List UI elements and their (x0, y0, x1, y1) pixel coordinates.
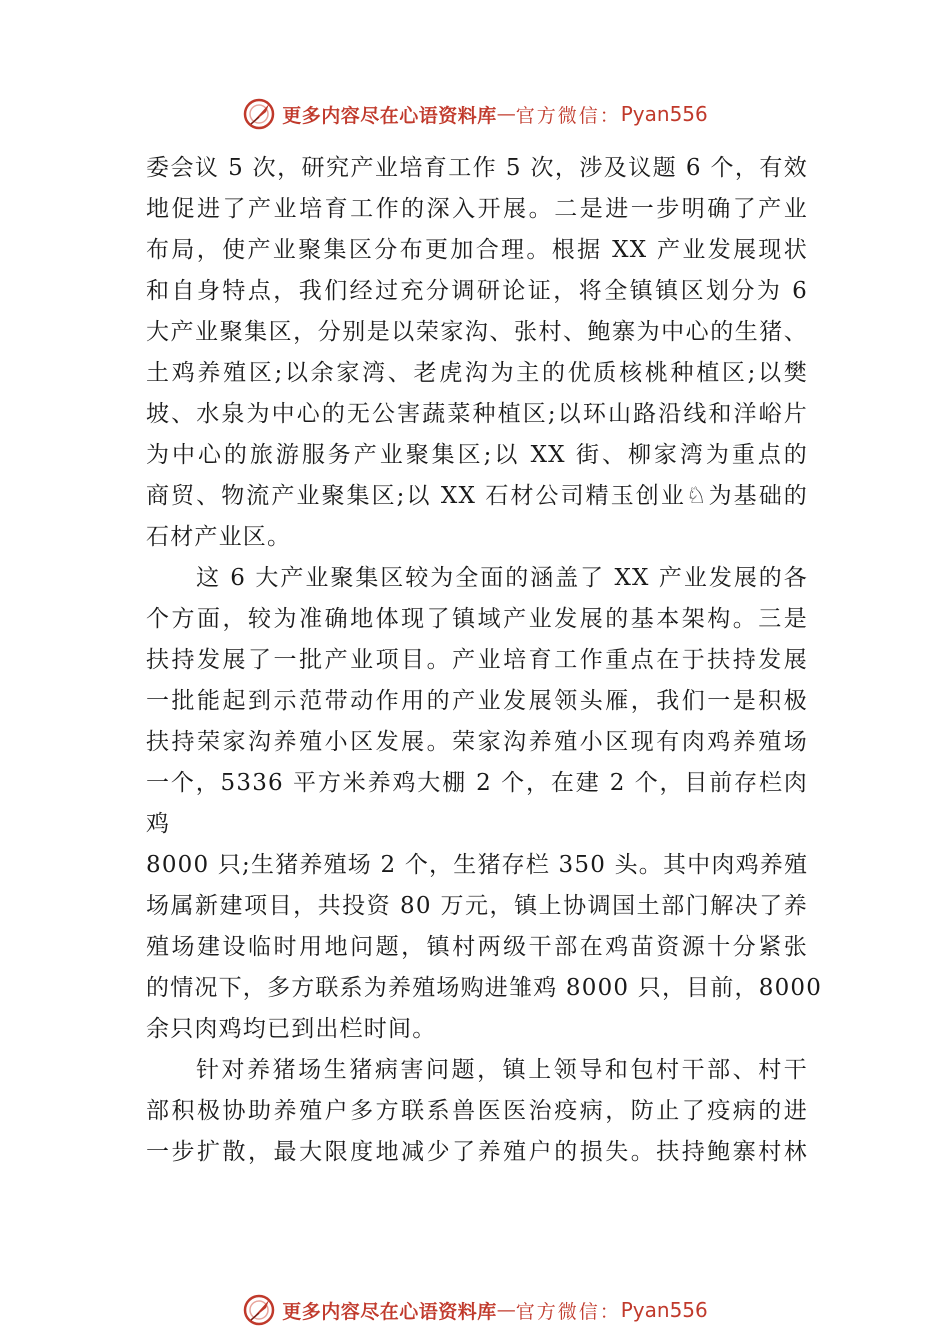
text-line: 土鸡养殖区;以余家湾、老虎沟为主的优质核桃种植区;以樊 (146, 360, 808, 386)
wechat-label: 官方微信： (515, 1300, 621, 1323)
text-line: 坡、水泉为中心的无公害蔬菜种植区;以环山路沿线和洋峪片 (146, 401, 808, 427)
text-line: 场属新建项目，共投资 80 万元，镇上协调国土部门解决了养 (146, 893, 808, 919)
text-line: 一步扩散，最大限度地减少了养殖户的损失。扶持鲍寨村林 (146, 1139, 808, 1165)
text-line: 地促进了产业培育工作的深入开展。二是进一步明确了产业 (146, 196, 808, 222)
site-name: 更多内容尽在心语资料库 (282, 104, 497, 127)
text-line: 个方面，较为准确地体现了镇域产业发展的基本架构。三是 (146, 606, 808, 632)
wechat-label: 官方微信： (515, 104, 621, 127)
banner-separator: — (496, 1299, 516, 1321)
wechat-id: Pyan556 (620, 1298, 708, 1322)
quill-seal-icon (242, 97, 276, 131)
header-banner (0, 94, 950, 134)
text-line: 部积极协助养殖户多方联系兽医医治疫病，防止了疫病的进 (146, 1098, 808, 1124)
text-line: 和自身特点，我们经过充分调研论证，将全镇镇区划分为 6 (146, 278, 808, 304)
text-line: 石材产业区。 (146, 524, 292, 550)
text-line: 8000 只;生猪养殖场 2 个，生猪存栏 350 头。其中肉鸡养殖 (146, 852, 809, 878)
wechat-id: Pyan556 (620, 102, 708, 126)
site-name: 更多内容尽在心语资料库 (282, 1300, 497, 1323)
text-line: 商贸、物流产业聚集区;以 XX 石材公司精玉创业♘为基础的 (146, 483, 808, 509)
footer-banner (0, 1290, 950, 1330)
text-line: 委会议 5 次，研究产业培育工作 5 次，涉及议题 6 个，有效 (146, 155, 808, 181)
text-line: 的情况下，多方联系为养殖场购进雏鸡 8000 只，目前，8000 (146, 975, 823, 1001)
text-line: 鸡 (146, 811, 171, 837)
text-line: 一批能起到示范带动作用的产业发展领头雁，我们一是积极 (146, 688, 808, 714)
text-line: 一个，5336 平方米养鸡大棚 2 个，在建 2 个，目前存栏肉 (146, 770, 808, 796)
text-line: 余只肉鸡均已到出栏时间。 (146, 1016, 437, 1042)
quill-seal-icon (242, 1293, 276, 1327)
text-line: 这 6 大产业聚集区较为全面的涵盖了 XX 产业发展的各 (196, 565, 808, 591)
text-line: 针对养猪场生猪病害问题，镇上领导和包村干部、村干 (196, 1057, 808, 1083)
text-line: 殖场建设临时用地问题，镇村两级干部在鸡苗资源十分紧张 (146, 934, 808, 960)
banner-separator: — (496, 103, 516, 125)
text-line: 大产业聚集区，分别是以荣家沟、张村、鲍寨为中心的生猪、 (146, 319, 808, 345)
text-line: 布局，使产业聚集区分布更加合理。根据 XX 产业发展现状 (146, 237, 808, 263)
text-line: 扶持发展了一批产业项目。产业培育工作重点在于扶持发展 (146, 647, 808, 673)
document-body (146, 148, 823, 1173)
text-line: 扶持荣家沟养殖小区发展。荣家沟养殖小区现有肉鸡养殖场 (146, 729, 808, 755)
text-line: 为中心的旅游服务产业聚集区;以 XX 街、柳家湾为重点的 (146, 442, 808, 468)
